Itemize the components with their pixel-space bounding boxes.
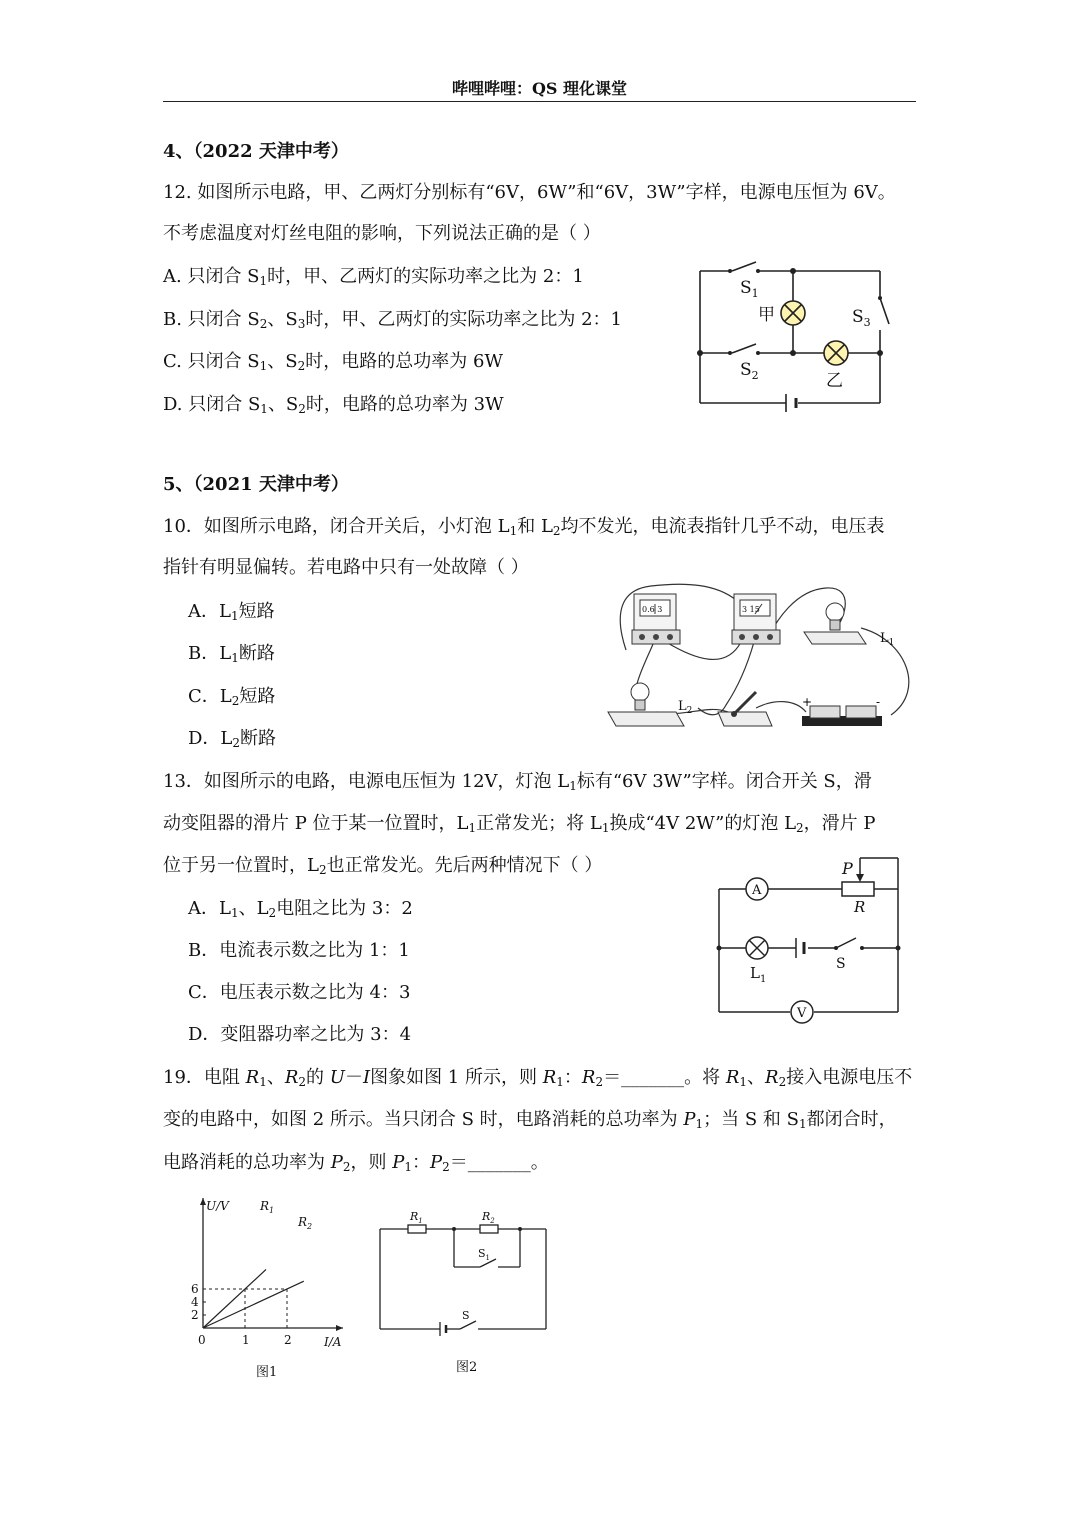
- q12-option-b: B. 只闭合 $S_2$、$S_3$时，甲、乙两灯的实际功率之比为 2：1: [163, 309, 622, 331]
- q19-fig1-chart: [178, 1190, 358, 1380]
- svg-text:S2: $S_2$: [740, 360, 759, 382]
- q13-option-c: C．电压表示数之比为 4：3: [188, 982, 411, 1003]
- svg-text:R: R: [854, 898, 866, 916]
- svg-text:S3: $S_3$: [852, 307, 871, 329]
- q13-line1: 13．如图所示的电路，电源电压恒为 12V，灯泡 $L_1$标有“6V 3W”字样。闭合开关 S，滑: [163, 771, 872, 793]
- svg-text:0.6 3: 0.6 3: [642, 605, 663, 614]
- section-heading-4: 4、（2022 天津中考）: [163, 141, 349, 162]
- svg-text:R2: $R_2$: [482, 1210, 495, 1225]
- svg-text:S1: $S_1$: [478, 1247, 491, 1262]
- svg-text:R1: $R_1$: [260, 1199, 275, 1215]
- x-tick-label: 1: [242, 1333, 250, 1347]
- ammeter-icon: [632, 594, 680, 644]
- q10-option-a: A．$L_1$短路: [188, 601, 275, 623]
- svg-text:R1: $R_1$: [410, 1210, 423, 1225]
- svg-text:S: S: [462, 1309, 470, 1322]
- page-header: 哔哩哔哩：QS 理化课堂: [451, 79, 628, 98]
- svg-text:S: S: [836, 956, 846, 972]
- svg-text:乙: 乙: [826, 371, 843, 391]
- header-divider: [163, 101, 916, 102]
- q12-line1: 12. 如图所示电路，甲、乙两灯分别标有“6V，6W”和“6V，3W”字样，电源电压恒为 6V。: [163, 182, 896, 203]
- y-tick-label: 6: [191, 1282, 199, 1296]
- svg-text:L1: $L_1$: [750, 964, 767, 985]
- section-heading-5: 5、（2021 天津中考）: [163, 474, 349, 495]
- y-tick-label: 4: [191, 1295, 199, 1309]
- q10-line1: 10．如图所示电路，闭合开关后，小灯泡 $L_1$和 $L_2$均不发光，电流表指针几乎不动，电压表: [163, 516, 885, 538]
- svg-text:V: V: [797, 1006, 807, 1021]
- q13-option-a: A．$L_1$、$L_2$电阻之比为 3：2: [188, 898, 413, 920]
- q19-line2: 变的电路中，如图 2 所示。当只闭合 S 时，电路消耗的总功率为 $P_1$；当 S 和 $S_1$都闭合时，: [163, 1109, 897, 1131]
- series-line-r1: [203, 1270, 266, 1329]
- q19-line3: 电路消耗的总功率为 $P_2$，则 $P_1$：$P_2=\_\_\_\_\_\_\_$。: [163, 1152, 549, 1174]
- svg-text:L2: $L_2$: [678, 699, 693, 716]
- svg-text:L1: $L_1$: [880, 631, 895, 648]
- svg-text:R2: $R_2$: [298, 1215, 313, 1231]
- fig2-caption: 图2: [456, 1360, 478, 1375]
- q19-line1: 19．电阻 $R_1$、$R_2$的 U－I图象如图 1 所示，则 $R_1$：$R_2=\_\_\_\_\_\_\_$。将 $R_1$、$R_2$接入电源电压不: [163, 1067, 913, 1089]
- svg-text:S1: $S_1$: [740, 278, 759, 300]
- svg-text:U/V: U/V: [206, 1199, 229, 1213]
- knife-switch-icon: [718, 692, 772, 726]
- svg-text:I/A: I/A: [324, 1335, 342, 1349]
- svg-text:P: P: [842, 859, 853, 878]
- q10-physical-circuit: [606, 580, 918, 740]
- q12-option-d: D. 只闭合 $S_1$、$S_2$时，电路的总功率为 3W: [163, 394, 504, 416]
- q12-line2: 不考虑温度对灯丝电阻的影响，下列说法正确的是（ ）: [163, 223, 601, 244]
- q12-option-c: C. 只闭合 $S_1$、$S_2$时，电路的总功率为 6W: [163, 351, 503, 373]
- q13-option-d: D．变阻器功率之比为 3：4: [188, 1024, 412, 1045]
- svg-text:-: -: [876, 695, 881, 709]
- q10-line2: 指针有明显偏转。若电路中只有一处故障（ ）: [163, 557, 529, 578]
- svg-text:甲: 甲: [758, 305, 775, 325]
- series-line-r2: [203, 1281, 304, 1328]
- x-tick-label: 2: [284, 1333, 292, 1347]
- svg-text:+: +: [802, 695, 813, 709]
- q19-fig2-circuit: [372, 1205, 554, 1375]
- q13-circuit-diagram: [712, 852, 908, 1030]
- bulb-l1-icon: [804, 603, 866, 644]
- svg-text:A: A: [752, 883, 762, 898]
- q12-circuit-diagram: [690, 258, 890, 418]
- svg-text:3 15: 3 15: [742, 605, 760, 614]
- q10-option-d: D．$L_2$断路: [188, 728, 277, 750]
- voltmeter-icon: [732, 594, 780, 644]
- q13-option-b: B．电流表示数之比为 1：1: [188, 940, 410, 961]
- y-tick-label: 2: [191, 1308, 199, 1322]
- q13-line2: 动变阻器的滑片 P 位于某一位置时，$L_1$正常发光；将 $L_1$换成“4V 2W”的灯泡 $L_2$，滑片 P: [163, 813, 876, 835]
- q13-line3: 位于另一位置时，$L_2$也正常发光。先后两种情况下（ ）: [163, 855, 603, 877]
- q10-option-c: C．$L_2$短路: [188, 686, 276, 708]
- bulb-l2-icon: [608, 683, 684, 726]
- fig1-caption: 图1: [256, 1365, 278, 1380]
- battery-icon: [802, 695, 882, 726]
- q10-option-b: B．$L_1$断路: [188, 643, 275, 665]
- q12-option-a: A. 只闭合 $S_1$时，甲、乙两灯的实际功率之比为 2：1: [163, 266, 584, 288]
- svg-text:0: 0: [198, 1333, 206, 1347]
